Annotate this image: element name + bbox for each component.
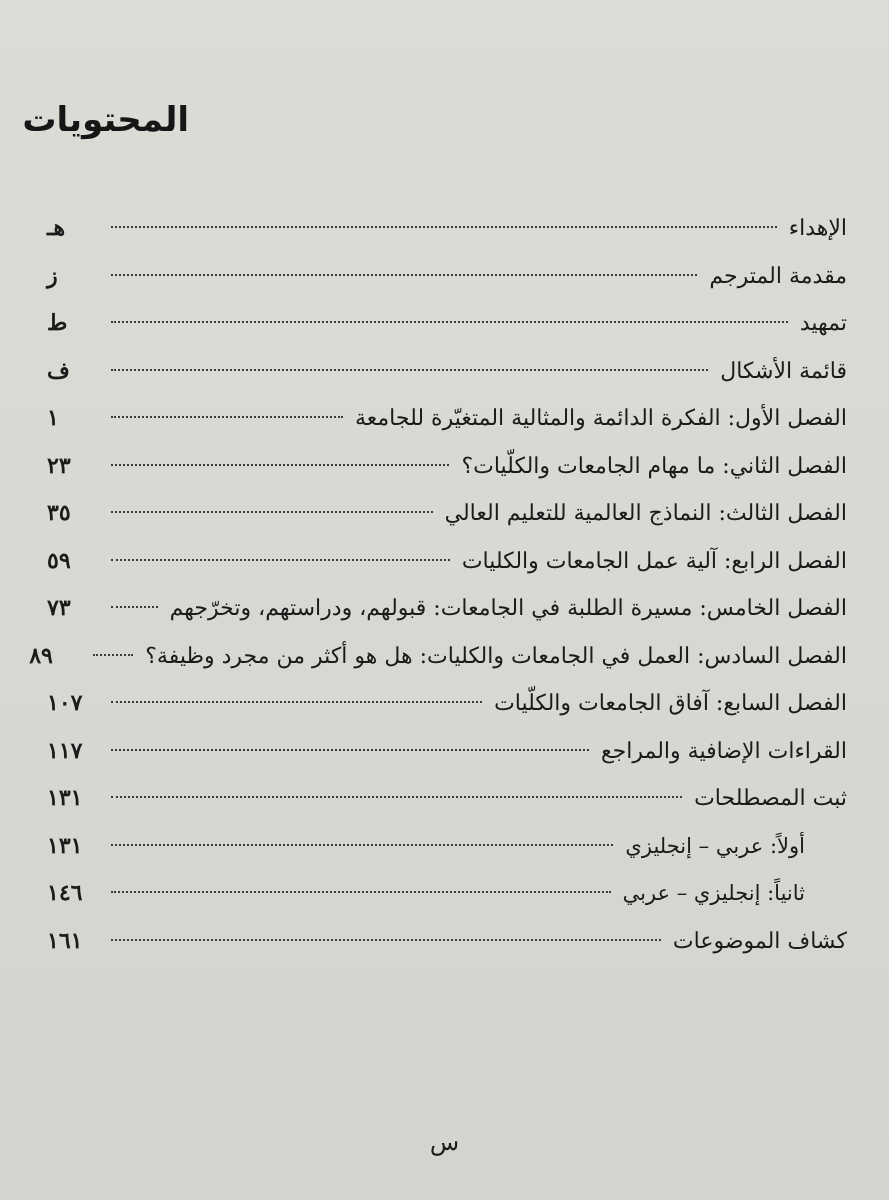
- dot-leader: [93, 654, 133, 656]
- toc-entry: [47, 443, 847, 491]
- toc-page-number: ١: [47, 405, 59, 431]
- dot-leader: [111, 274, 697, 276]
- toc-page-number: ف: [47, 357, 70, 384]
- toc-entry: [47, 300, 847, 348]
- toc-entry-title: الإهداء: [788, 216, 847, 241]
- toc-page-number: ٣٥: [47, 500, 71, 526]
- toc-page-number: ٢٣: [47, 452, 71, 479]
- toc-entry: [47, 395, 847, 443]
- toc-page-number: ١٠٧: [47, 690, 83, 716]
- dot-leader: [111, 939, 661, 941]
- toc-page-number: ١٦١: [47, 927, 83, 954]
- toc-page-number: ٥٩: [47, 547, 71, 574]
- toc-entry-title: تمهيد: [799, 311, 847, 336]
- dot-leader: [111, 844, 613, 846]
- dot-leader: [111, 321, 788, 323]
- table-of-contents: [29, 205, 847, 965]
- toc-entry: [47, 253, 847, 301]
- toc-entry: [47, 728, 847, 776]
- toc-page-number: ١٤٦: [47, 880, 83, 906]
- page-folio: س: [429, 1128, 460, 1156]
- dot-leader: [111, 416, 343, 418]
- toc-entry: [47, 918, 847, 966]
- toc-page-number: هـ: [47, 215, 66, 241]
- toc-entry: [47, 680, 847, 728]
- toc-entry-title: الفصل الرابع: آلية عمل الجامعات والكليات: [461, 548, 847, 574]
- toc-entry: [47, 348, 847, 396]
- toc-subentry: [47, 823, 847, 871]
- dot-leader: [111, 464, 449, 466]
- toc-entry-title: ثبت المصطلحات: [694, 786, 847, 811]
- toc-page-number: ١٣١: [47, 785, 83, 811]
- dot-leader: [111, 891, 611, 893]
- dot-leader: [111, 511, 433, 513]
- dot-leader: [111, 606, 158, 608]
- toc-page-number: ط: [47, 310, 68, 336]
- toc-entry: [29, 633, 847, 681]
- toc-entry-title: الفصل السابع: آفاق الجامعات والكلّيات: [494, 691, 847, 716]
- toc-entry-title: كشاف الموضوعات: [672, 928, 847, 954]
- page-title: المحتويات: [22, 100, 189, 140]
- toc-entry-title: قائمة الأشكال: [720, 358, 847, 384]
- dot-leader: [111, 796, 682, 798]
- toc-entry-title: الفصل الخامس: مسيرة الطلبة في الجامعات: قبولهم، ودراستهم، وتخرّجهم: [169, 596, 847, 621]
- toc-subentry: [47, 870, 847, 918]
- dot-leader: [111, 369, 708, 371]
- dot-leader: [111, 226, 777, 228]
- toc-entry: [47, 490, 847, 538]
- toc-entry-title: الفصل السادس: العمل في الجامعات والكليات: هل هو أكثر من مجرد وظيفة؟: [145, 643, 847, 669]
- toc-entry: [47, 585, 847, 633]
- toc-entry-title: ثانياً: إنجليزي – عربي: [622, 881, 805, 905]
- toc-page-number: ١٣١: [47, 832, 83, 859]
- toc-entry-title: مقدمة المترجم: [709, 263, 847, 289]
- toc-page-number: ز: [47, 262, 58, 289]
- toc-entry-title: الفصل الثاني: ما مهام الجامعات والكلّيات؟: [461, 453, 847, 479]
- toc-entry-title: الفصل الأول: الفكرة الدائمة والمثالية المتغيّرة للجامعة: [354, 406, 847, 431]
- dot-leader: [111, 749, 589, 751]
- dot-leader: [111, 559, 450, 561]
- toc-entry-title: أولاً: عربي – إنجليزي: [625, 833, 805, 858]
- toc-page-number: ٧٣: [47, 595, 71, 621]
- toc-entry-title: الفصل الثالث: النماذج العالمية للتعليم العالي: [444, 501, 847, 526]
- toc-page-number: ٨٩: [29, 642, 53, 669]
- toc-entry: [47, 775, 847, 823]
- dot-leader: [111, 701, 482, 703]
- toc-page-number: ١١٧: [47, 737, 83, 764]
- toc-entry: [47, 205, 847, 253]
- toc-entry: [47, 538, 847, 586]
- toc-entry-title: القراءات الإضافية والمراجع: [600, 738, 847, 764]
